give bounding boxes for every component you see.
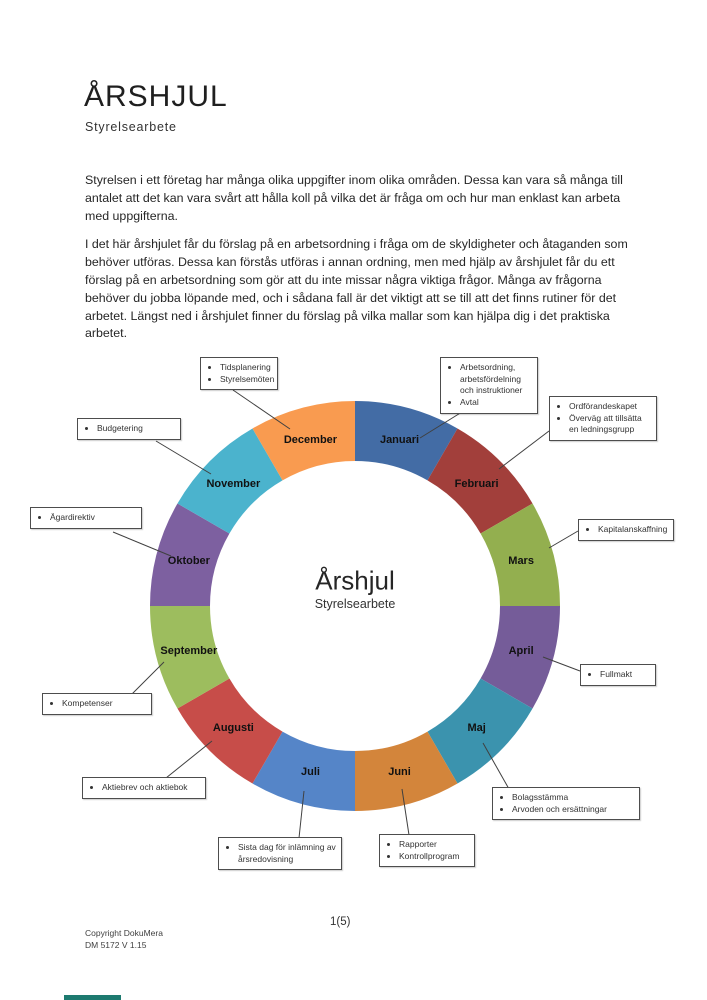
callout-item: • Fullmakt (600, 669, 651, 681)
callout-box-april (580, 664, 656, 686)
callout-connector-november (156, 441, 211, 474)
callout-item: • Aktiebrev och aktiebok (102, 782, 201, 794)
wheel-label-maj: Maj (467, 721, 486, 734)
wheel-label-mars: Mars (508, 555, 534, 568)
callout-item: • Arvoden och ersättningar (512, 804, 635, 816)
callout-box-augusti (82, 777, 206, 799)
callout-connector-mars (549, 531, 578, 548)
wheel-label-december: December (283, 433, 338, 446)
wheel-label-juli: Juli (300, 766, 320, 779)
callout-box-juni (379, 834, 475, 867)
callout-item: • Kontrollprogram (399, 851, 470, 863)
callout-item: • Kompetenser (62, 698, 147, 710)
next-page-edge (64, 995, 121, 1000)
callout-connector-september (132, 662, 164, 694)
callout-item: • Kapitalanskaffning (598, 524, 669, 536)
page-title: ÅRSHJUL (84, 80, 228, 113)
callout-box-mars (578, 519, 674, 541)
callout-item: • Ägardirektiv (50, 512, 137, 524)
callout-box-februari (549, 396, 657, 441)
callout-box-maj (492, 787, 640, 820)
callout-box-oktober (30, 507, 142, 529)
callout-item: • Ordförandeskapet (569, 401, 652, 413)
callout-item: • Tidsplanering (220, 362, 273, 374)
wheel-label-juni: Juni (388, 766, 411, 779)
callout-box-december (200, 357, 278, 390)
wheel-label-oktober: Oktober (167, 555, 210, 568)
callout-box-juli (218, 837, 342, 870)
wheel-label-april: April (508, 644, 534, 657)
wheel-label-februari: Februari (454, 478, 499, 491)
callout-box-november (77, 418, 181, 440)
wheel-center-title: Årshjul (315, 565, 395, 596)
footer-line-2: DM 5172 V 1.15 (85, 940, 147, 951)
wheel-label-augusti: Augusti (212, 721, 254, 734)
wheel-center-subtitle: Styrelsearbete (314, 597, 396, 611)
callout-item: • Styrelsemöten (220, 374, 273, 386)
page-subtitle: Styrelsearbete (85, 120, 177, 134)
callout-box-januari (440, 357, 538, 414)
callout-item: • Bolagsstämma (512, 792, 635, 804)
footer-copyright (85, 927, 163, 952)
wheel-label-november: November (206, 478, 261, 491)
callout-item: • Arbetsordning, arbetsfördelning och instruktioner (460, 362, 533, 397)
callout-item: • Budgetering (97, 423, 176, 435)
callout-connector-februari (499, 431, 549, 469)
callout-box-september (42, 693, 152, 715)
callout-item: • Sista dag för inlämning av årsredovisning (238, 842, 337, 865)
callout-item: • Rapporter (399, 839, 470, 851)
wheel-label-januari: Januari (379, 433, 420, 446)
page-number: 1(5) (330, 916, 351, 928)
footer-line-1: Copyright DokuMera (85, 928, 163, 938)
callout-item: • Överväg att tillsätta en ledningsgrupp (569, 413, 652, 436)
callout-connector-december (233, 390, 290, 429)
paragraph-2: I det här årshjulet får du förslag på en arbetsordning i fråga om de skyldigheter och åtaganden som behöver utföras. Dessa kan förstås utföras i annan ordning, men med hjälp av årshjulet får du ett förslag på en arbetsordning som gör att du inte missar några viktiga frågor. Många av frågorna behöver du jobba löpande med, och i sådana fall är det viktigt att se till att det finns rutiner för det arbetet. Längst ned i årshjulet finner du förslag på vilka mallar som kan hjälpa dig i det praktiska arbetet. (85, 237, 628, 341)
paragraph-1: Styrelsen i ett företag har många olika uppgifter inom olika områden. Dessa kan vara så många till antalet att det kan vara svårt att hålla koll på vilka det är fråga om och hur man enklast kan arbeta med uppgifterna. (85, 173, 623, 223)
callout-connector-augusti (166, 741, 212, 778)
wheel-label-september: September (160, 644, 218, 657)
callout-item: • Avtal (460, 397, 533, 409)
